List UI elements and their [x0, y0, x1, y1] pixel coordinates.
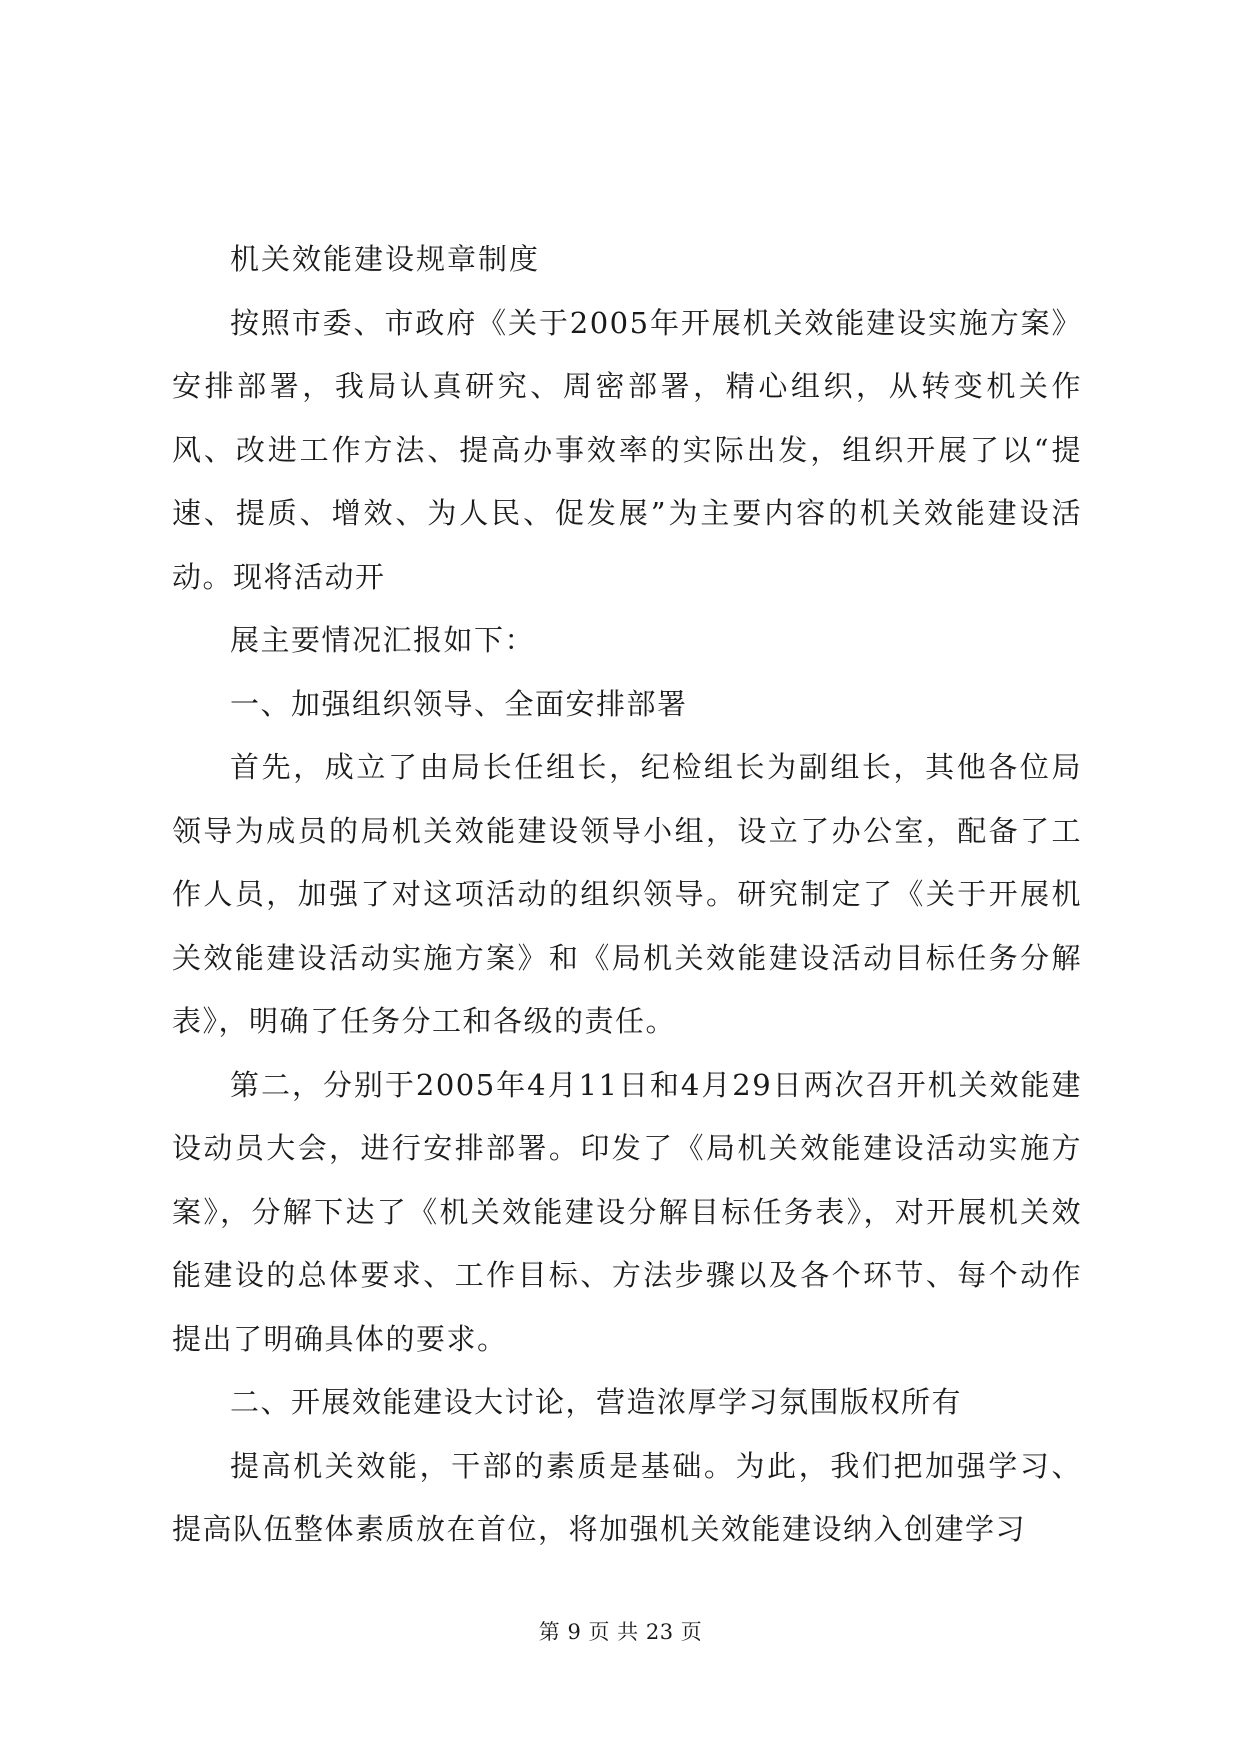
document-body: [172, 228, 1082, 1562]
paragraph-first: 首先，成立了由局长任组长，纪检组长为副组长，其他各位局领导为成员的局机关效能建设领导小组，设立了办公室，配备了工作人员，加强了对这项活动的组织领导。研究制定了《关于开展机关效能建设活动实施方案》和《局机关效能建设活动目标任务分解表》，明确了任务分工和各级的责任。: [172, 750, 1082, 1038]
paragraph-study: 提高机关效能，干部的素质是基础。为此，我们把加强学习、提高队伍整体素质放在首位，将加强机关效能建设纳入创建学习: [172, 1448, 1082, 1546]
paragraph-intro-continued: 展主要情况汇报如下：: [230, 623, 536, 657]
section-heading-1: 一、加强组织领导、全面安排部署: [230, 686, 688, 721]
section-heading-2: 二、开展效能建设大讨论，营造浓厚学习氛围版权所有: [230, 1385, 963, 1419]
paragraph-intro: 按照市委、市政府《关于2005年开展机关效能建设实施方案》安排部署，我局认真研究、周密部署，精心组织，从转变机关作风、改进工作方法、提高办事效率的实际出发，组织开展了以“提速、提质、增效、为人民、促发展”为主要内容的机关效能建设活动。现将活动开: [172, 305, 1082, 594]
document-title: 机关效能建设规章制度: [230, 242, 541, 276]
paragraph-second: 第二，分别于2005年4月11日和4月29日两次召开机关效能建设动员大会，进行安排部署。印发了《局机关效能建设活动实施方案》，分解下达了《机关效能建设分解目标任务表》，对开展机关效能建设的总体要求、工作目标、方法步骤以及各个环节、每个动作提出了明确具体的要求。: [172, 1067, 1082, 1356]
page-number-footer: 第 9 页 共 23 页: [538, 1620, 703, 1644]
